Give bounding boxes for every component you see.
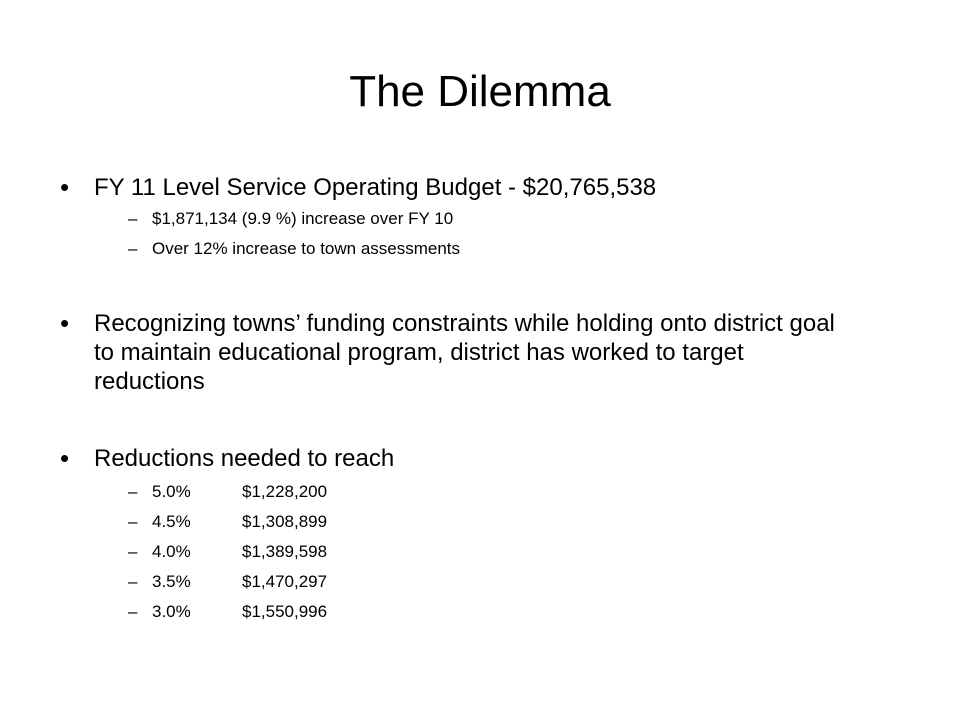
bullet-reductions <box>60 444 860 627</box>
bullet-icon: • <box>60 172 70 202</box>
bullet-budget <box>60 173 860 264</box>
reduction-percent: 4.0% <box>152 542 191 561</box>
reduction-amount: $1,389,598 <box>242 542 328 561</box>
dash-icon: – <box>128 602 138 621</box>
sub-item-text: Over 12% increase to town assessments <box>152 239 461 258</box>
reduction-percent: 5.0% <box>152 482 191 501</box>
sub-item-text: $1,871,134 (9.9 %) increase over FY 10 <box>152 209 454 228</box>
dash-icon: – <box>128 542 138 561</box>
reduction-amount: $1,228,200 <box>242 482 328 501</box>
slide-title: The Dilemma <box>349 67 611 116</box>
bullet-icon: • <box>60 443 70 473</box>
reduction-amount: $1,308,899 <box>242 512 328 531</box>
dash-icon: – <box>128 512 138 531</box>
dash-icon: – <box>128 572 138 591</box>
reduction-row <box>128 597 860 627</box>
bullet-recognizing <box>60 309 860 396</box>
bullet-text: Reductions needed to reach <box>94 445 395 472</box>
dash-icon: – <box>128 482 138 501</box>
reduction-amount: $1,470,297 <box>242 572 328 591</box>
sub-item <box>128 234 860 264</box>
sub-item <box>128 204 860 234</box>
reduction-amount: $1,550,996 <box>242 602 328 621</box>
reduction-percent: 3.5% <box>152 572 191 591</box>
bullet-icon: • <box>60 308 70 338</box>
dash-icon: – <box>128 209 138 228</box>
reduction-row <box>128 537 860 567</box>
reduction-percent: 3.0% <box>152 602 191 621</box>
bullet-text: Recognizing towns’ funding constraints while holding onto district goal to maintain educational program, district has worked to target reductions <box>94 310 835 395</box>
reduction-row <box>128 477 860 507</box>
reduction-row <box>128 507 860 537</box>
dash-icon: – <box>128 239 138 258</box>
reduction-percent: 4.5% <box>152 512 191 531</box>
bullet-text: FY 11 Level Service Operating Budget - $20,765,538 <box>94 174 657 201</box>
reduction-row <box>128 567 860 597</box>
